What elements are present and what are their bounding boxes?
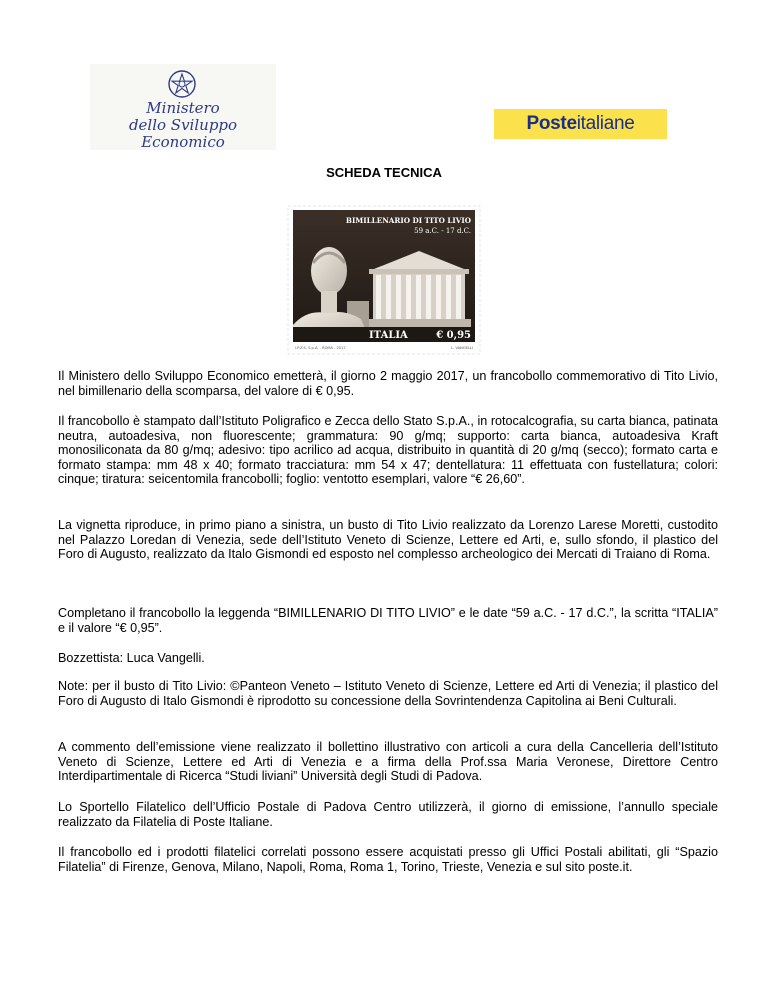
paragraph-sales: Il francobollo ed i prodotti filatelici correlati possono essere acquistati presso gli Uffici Postali abilitati, gli “Spazio Filatelia” di Firenze, Genova, Milano, Napoli, Roma, Roma 1, Torino, Trieste, Venezia e sul sito poste.it. xyxy=(58,845,718,874)
paragraph-philatelic-desk: Lo Sportello Filatelico dell’Ufficio Postale di Padova Centro utilizzerà, il giorno di emissione, l’annullo speciale realizzato da Filatelia di Poste Italiane. xyxy=(58,800,718,829)
stamp-image xyxy=(287,205,481,355)
stamp-dates: 59 a.C. - 17 d.C. xyxy=(414,227,471,235)
stamp-artist: L. VANGELLI xyxy=(451,346,473,350)
page-title: SCHEDA TECNICA xyxy=(326,165,442,180)
paragraph-technical-specs: Il francobollo è stampato dall’Istituto Poligrafico e Zecca dello Stato S.p.A., in rotocalcografia, su carta bianca, patinata neutra, autoadesiva, non fluorescente; grammatura: 90 g/mq; supporto: carta bianca, autoadesiva Kraft monosiliconata da 80 g/mq; adesivo: tipo acrilico ad acqua, distribuito in quantità di 20 g/mq (secco); formato carta e formato stampa: mm 48 x 40; formato tracciatura: mm 54 x 47; dentellatura: 11 effettuata con fustellatura; colori: cinque; tiratura: seicentomila francobolli; foglio: ventotto esemplari, valore “€ 26,60”. xyxy=(58,414,718,486)
republic-emblem-icon xyxy=(166,68,198,100)
paragraph-designer: Bozzettista: Luca Vangelli. xyxy=(58,651,205,665)
paragraph-vignette: La vignetta riproduce, in primo piano a sinistra, un busto di Tito Livio realizzato da Lorenzo Larese Moretti, custodito nel Palazzo Loredan di Venezia, sede dell’Istituto Veneto di Scienze, Lettere ed Arti, e, sullo sfondo, il plastico del Foro di Augusto, realizzato da Italo Gismondi ed esposto nel complesso archeologico dei Mercati di Traiano di Roma. xyxy=(58,518,718,561)
stamp-country: ITALIA xyxy=(369,330,408,341)
stamp-value: € 0,95 xyxy=(436,330,471,341)
ministry-name-line2: dello Sviluppo Economico xyxy=(128,116,238,151)
stamp-printer: I.P.Z.S. S.p.A. - ROMA - 2017 xyxy=(295,346,346,350)
poste-logo-bold: Poste xyxy=(526,113,577,134)
stamp-heading: BIMILLENARIO DI TITO LIVIO xyxy=(345,216,471,225)
ministry-logo xyxy=(90,64,276,150)
paragraph-announcement: Il Ministero dello Sviluppo Economico emetterà, il giorno 2 maggio 2017, un francobollo commemorativo di Tito Livio, nel bimillenario della scomparsa, del valore di € 0,95. xyxy=(58,369,718,398)
poste-italiane-logo xyxy=(494,109,667,139)
poste-logo-regular: italiane xyxy=(576,113,635,134)
paragraph-bulletin: A commento dell’emissione viene realizzato il bollettino illustrativo con articoli a cura della Cancelleria dell’Istituto Veneto di Scienze, Lettere ed Arti di Venezia e a firma della Prof.ssa Maria Veronese, Direttore Centro Interdipartimentale di Ricerca “Studi liviani” Università degli Studi di Padova. xyxy=(58,740,718,783)
ministry-name xyxy=(90,100,276,151)
ministry-name-line1: Ministero xyxy=(146,99,220,117)
paragraph-notes: Note: per il busto di Tito Livio: ©Panteon Veneto – Istituto Veneto di Scienze, Lettere ed Arti di Venezia; il plastico del Foro di Augusto di Italo Gismondi è riprodotto su concessione della Sovrintendenza Capitolina ai Beni Culturali. xyxy=(58,679,718,708)
paragraph-legend: Completano il francobollo la leggenda “BIMILLENARIO DI TITO LIVIO” e le date “59 a.C. - 17 d.C.”, la scritta “ITALIA” e il valore “€ 0,95”. xyxy=(58,606,718,635)
